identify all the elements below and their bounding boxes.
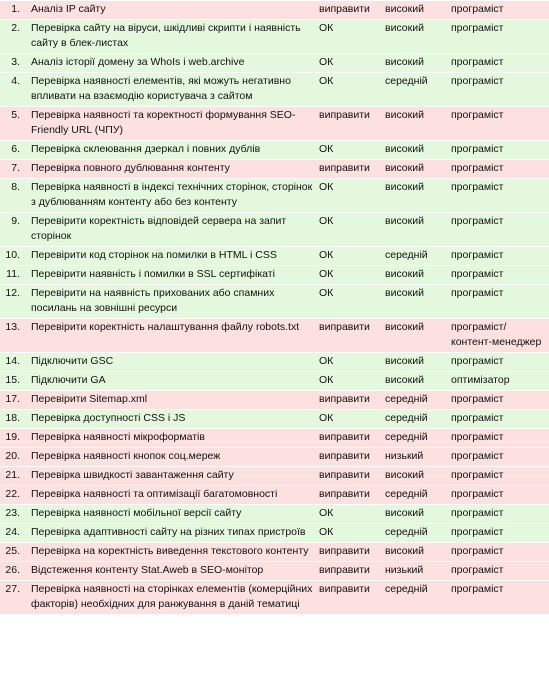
owner-cell: програміст <box>448 141 549 160</box>
row-number: 9. <box>0 213 28 247</box>
status-cell: виправити <box>316 160 382 179</box>
priority-cell: середній <box>382 429 448 448</box>
row-number: 6. <box>0 141 28 160</box>
table-row <box>0 505 549 524</box>
status-cell: виправити <box>316 391 382 410</box>
task-cell: Перевірка наявності та оптимізації багатомовності <box>28 486 316 505</box>
row-number: 17. <box>0 391 28 410</box>
owner-cell: програміст <box>448 353 549 372</box>
task-cell: Перевірка наявності мікроформатів <box>28 429 316 448</box>
table-row <box>0 1 549 20</box>
table-row <box>0 54 549 73</box>
row-number: 20. <box>0 448 28 467</box>
priority-cell: високий <box>382 213 448 247</box>
table-row <box>0 213 549 247</box>
task-cell: Перевірка на коректність виведення текстового контенту <box>28 543 316 562</box>
row-number: 21. <box>0 467 28 486</box>
status-cell: ОК <box>316 410 382 429</box>
priority-cell: високий <box>382 20 448 54</box>
priority-cell: високий <box>382 353 448 372</box>
priority-cell: високий <box>382 285 448 319</box>
table-row <box>0 543 549 562</box>
priority-cell: середній <box>382 524 448 543</box>
status-cell: виправити <box>316 319 382 353</box>
table-row <box>0 429 549 448</box>
task-cell: Аналіз історії домену за WhoIs і web.archive <box>28 54 316 73</box>
task-cell: Перевірити на наявність прихованих або спамних посилань на зовнішні ресурси <box>28 285 316 319</box>
priority-cell: середній <box>382 247 448 266</box>
row-number: 4. <box>0 73 28 107</box>
owner-cell: програміст <box>448 524 549 543</box>
row-number: 18. <box>0 410 28 429</box>
row-number: 13. <box>0 319 28 353</box>
task-cell: Перевірка наявності на сторінках елементів (комерційних факторів) необхідних для ранжування в даній тематиці <box>28 581 316 615</box>
owner-cell: програміст <box>448 160 549 179</box>
status-cell: ОК <box>316 179 382 213</box>
owner-cell: програміст <box>448 73 549 107</box>
status-cell: ОК <box>316 505 382 524</box>
status-cell: виправити <box>316 467 382 486</box>
table-row <box>0 372 549 391</box>
owner-cell: програміст <box>448 581 549 615</box>
priority-cell: високий <box>382 54 448 73</box>
row-number: 22. <box>0 486 28 505</box>
task-cell: Перевірка наявності кнопок соц.мереж <box>28 448 316 467</box>
priority-cell: середній <box>382 486 448 505</box>
priority-cell: високий <box>382 107 448 141</box>
owner-cell: програміст/контент-менеджер <box>448 319 549 353</box>
status-cell: ОК <box>316 353 382 372</box>
owner-cell: програміст <box>448 448 549 467</box>
status-cell: ОК <box>316 213 382 247</box>
owner-cell: програміст <box>448 179 549 213</box>
row-number: 12. <box>0 285 28 319</box>
status-cell: виправити <box>316 486 382 505</box>
table-row <box>0 486 549 505</box>
priority-cell: високий <box>382 319 448 353</box>
status-cell: виправити <box>316 448 382 467</box>
priority-cell: високий <box>382 1 448 20</box>
owner-cell: програміст <box>448 467 549 486</box>
table-row <box>0 141 549 160</box>
owner-cell: програміст <box>448 213 549 247</box>
priority-cell: високий <box>382 266 448 285</box>
task-cell: Перевірка доступності CSS і JS <box>28 410 316 429</box>
task-cell: Відстеження контенту Stat.Aweb в SEO-монітор <box>28 562 316 581</box>
table-row <box>0 20 549 54</box>
owner-cell: оптимізатор <box>448 372 549 391</box>
row-number: 24. <box>0 524 28 543</box>
priority-cell: високий <box>382 505 448 524</box>
owner-cell: програміст <box>448 505 549 524</box>
status-cell: ОК <box>316 73 382 107</box>
table-row <box>0 467 549 486</box>
table-row <box>0 107 549 141</box>
status-cell: виправити <box>316 1 382 20</box>
priority-cell: високий <box>382 141 448 160</box>
table-row <box>0 524 549 543</box>
owner-cell: програміст <box>448 107 549 141</box>
row-number: 7. <box>0 160 28 179</box>
row-number: 23. <box>0 505 28 524</box>
row-number: 5. <box>0 107 28 141</box>
task-cell: Перевірити Sitemap.xml <box>28 391 316 410</box>
status-cell: ОК <box>316 285 382 319</box>
row-number: 27. <box>0 581 28 615</box>
row-number: 10. <box>0 247 28 266</box>
table-row <box>0 285 549 319</box>
priority-cell: високий <box>382 467 448 486</box>
task-cell: Перевірити наявність і помилки в SSL сертифікаті <box>28 266 316 285</box>
owner-cell: програміст <box>448 486 549 505</box>
priority-cell: середній <box>382 410 448 429</box>
row-number: 26. <box>0 562 28 581</box>
row-number: 3. <box>0 54 28 73</box>
priority-cell: середній <box>382 73 448 107</box>
table-row <box>0 73 549 107</box>
task-cell: Перевірка наявності елементів, які можуть негативно впливати на взаємодію користувача з сайтом <box>28 73 316 107</box>
priority-cell: середній <box>382 581 448 615</box>
status-cell: виправити <box>316 543 382 562</box>
owner-cell: програміст <box>448 391 549 410</box>
audit-table-body <box>0 1 549 615</box>
table-row <box>0 581 549 615</box>
task-cell: Перевірка наявності мобільної версії сайту <box>28 505 316 524</box>
row-number: 25. <box>0 543 28 562</box>
status-cell: ОК <box>316 54 382 73</box>
status-cell: ОК <box>316 247 382 266</box>
priority-cell: високий <box>382 160 448 179</box>
owner-cell: програміст <box>448 54 549 73</box>
priority-cell: високий <box>382 372 448 391</box>
task-cell: Перевірка наявності в індексі технічних сторінок, сторінок з дублюванням контенту або без контенту <box>28 179 316 213</box>
task-cell: Перевірити коректність відповідей сервера на запит сторінок <box>28 213 316 247</box>
row-number: 1. <box>0 1 28 20</box>
row-number: 19. <box>0 429 28 448</box>
priority-cell: низький <box>382 562 448 581</box>
task-cell: Підключити GSC <box>28 353 316 372</box>
owner-cell: програміст <box>448 247 549 266</box>
row-number: 15. <box>0 372 28 391</box>
table-row <box>0 179 549 213</box>
status-cell: виправити <box>316 581 382 615</box>
table-row <box>0 562 549 581</box>
owner-cell: програміст <box>448 562 549 581</box>
table-row <box>0 410 549 429</box>
task-cell: Перевірка сайту на віруси, шкідливі скрипти і наявність сайту в блек-листах <box>28 20 316 54</box>
status-cell: ОК <box>316 372 382 391</box>
table-row <box>0 319 549 353</box>
task-cell: Перевірка адаптивності сайту на різних типах пристроїв <box>28 524 316 543</box>
task-cell: Перевірка наявності та коректності формування SEO-Friendly URL (ЧПУ) <box>28 107 316 141</box>
row-number: 11. <box>0 266 28 285</box>
table-row <box>0 247 549 266</box>
task-cell: Перевірити коректність налаштування файлу robots.txt <box>28 319 316 353</box>
table-row <box>0 353 549 372</box>
owner-cell: програміст <box>448 410 549 429</box>
table-row <box>0 448 549 467</box>
priority-cell: низький <box>382 448 448 467</box>
priority-cell: середній <box>382 391 448 410</box>
status-cell: ОК <box>316 266 382 285</box>
task-cell: Підключити GA <box>28 372 316 391</box>
priority-cell: високий <box>382 179 448 213</box>
status-cell: виправити <box>316 562 382 581</box>
owner-cell: програміст <box>448 429 549 448</box>
row-number: 8. <box>0 179 28 213</box>
status-cell: виправити <box>316 429 382 448</box>
status-cell: ОК <box>316 20 382 54</box>
owner-cell: програміст <box>448 1 549 20</box>
status-cell: ОК <box>316 141 382 160</box>
task-cell: Перевірити код сторінок на помилки в HTML і CSS <box>28 247 316 266</box>
owner-cell: програміст <box>448 543 549 562</box>
priority-cell: високий <box>382 543 448 562</box>
task-cell: Аналіз IP сайту <box>28 1 316 20</box>
owner-cell: програміст <box>448 20 549 54</box>
status-cell: ОК <box>316 524 382 543</box>
row-number: 2. <box>0 20 28 54</box>
owner-cell: програміст <box>448 266 549 285</box>
table-row <box>0 160 549 179</box>
task-cell: Перевірка склеювання дзеркал і повних дублів <box>28 141 316 160</box>
owner-cell: програміст <box>448 285 549 319</box>
status-cell: виправити <box>316 107 382 141</box>
table-row <box>0 391 549 410</box>
task-cell: Перевірка повного дублювання контенту <box>28 160 316 179</box>
table-row <box>0 266 549 285</box>
row-number: 14. <box>0 353 28 372</box>
task-cell: Перевірка швидкості завантаження сайту <box>28 467 316 486</box>
